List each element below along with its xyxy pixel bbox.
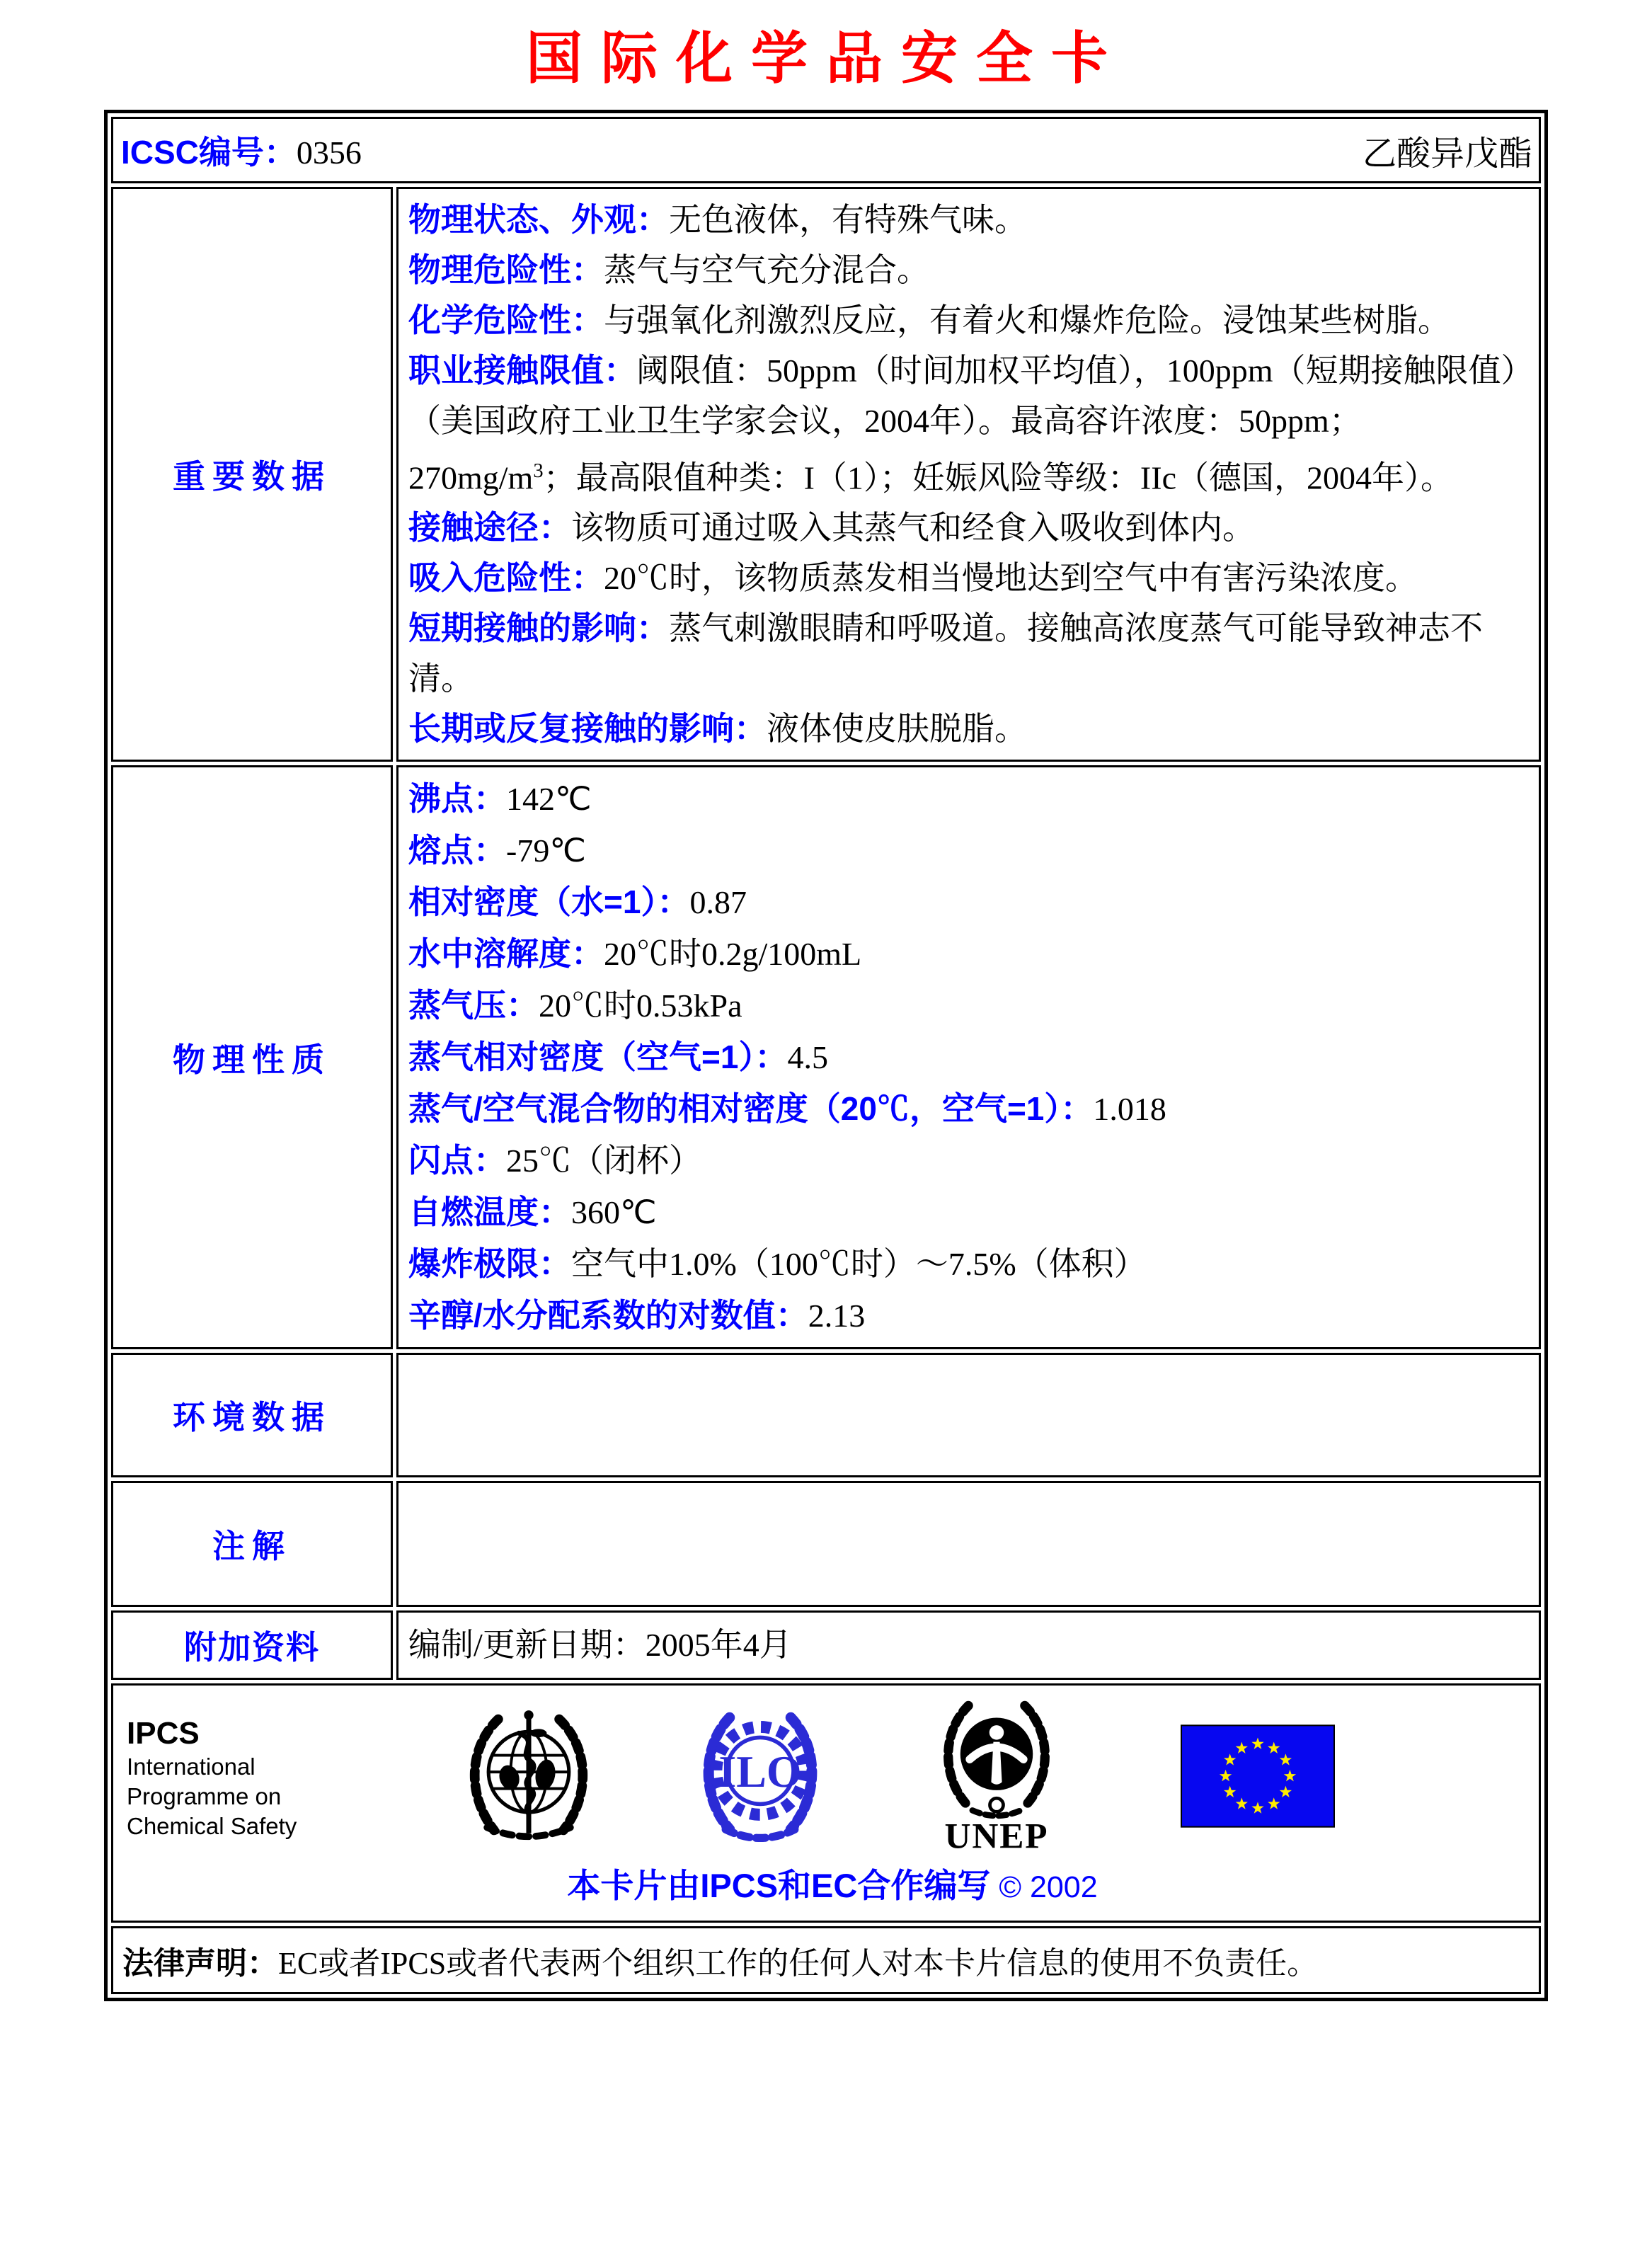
- property-line: 爆炸极限：空气中1.0%（100℃时）～7.5%（体积）: [408, 1245, 1147, 1283]
- important-data-row: [111, 187, 1541, 762]
- row-label-environmental-data: 环境数据: [111, 1353, 393, 1477]
- important-item: 短期接触的影响：蒸气刺激眼睛和呼吸道。接触高浓度蒸气可能导致神志不清。: [408, 610, 1483, 697]
- notes-content: [396, 1481, 1541, 1607]
- update-date: 编制/更新日期：2005年4月: [408, 1627, 792, 1664]
- important-item: 吸入危险性：20℃时，该物质蒸发相当慢地达到空气中有害污染浓度。: [408, 559, 1418, 597]
- svg-text:ILO: ILO: [718, 1746, 802, 1797]
- environmental-data-content: [396, 1353, 1541, 1477]
- notes-row: [111, 1481, 1541, 1607]
- property-line: 蒸气/空气混合物的相对密度（20℃，空气=1）：1.018: [408, 1090, 1166, 1128]
- ipcs-text-block: IPCS International Programme on Chemical Safety: [127, 1715, 353, 1841]
- icsc-number-label: ICSC编号：: [121, 134, 297, 171]
- header-row: [111, 117, 1541, 183]
- important-item: 物理状态、外观：无色液体，有特殊气味。: [408, 201, 1027, 238]
- unep-logo-icon: [929, 1698, 1064, 1858]
- property-line: 自燃温度：360℃: [408, 1194, 657, 1231]
- physical-properties-content: [396, 765, 1541, 1349]
- svg-text:UNEP: UNEP: [944, 1816, 1049, 1855]
- who-logo-icon: [459, 1705, 598, 1850]
- legal-row: [111, 1926, 1541, 1994]
- physical-properties-row: [111, 765, 1541, 1349]
- icsc-number-value: 0356: [296, 135, 362, 171]
- superscript-3: 3: [533, 460, 544, 482]
- eu-flag-icon: [1181, 1724, 1335, 1831]
- property-line: 辛醇/水分配系数的对数值：2.13: [408, 1297, 866, 1334]
- logos-row: [111, 1683, 1541, 1923]
- additional-info-content: [396, 1610, 1541, 1680]
- ipcs-acronym: IPCS: [127, 1715, 200, 1751]
- property-line: 沸点：142℃: [408, 780, 592, 818]
- property-line: 水中溶解度：20℃时0.2g/100mL: [408, 935, 862, 973]
- important-item: 职业接触限值：阈限值：50ppm（时间加权平均值），100ppm（短期接触限值）（美国政府工业卫生学家会议，2004年）。最高容许浓度：50ppm；$270mg/m^3$；最高限值种类：I（1）；妊娠风险等级：IIc（德国，2004年）。: [408, 352, 1518, 496]
- important-item: 物理危险性：蒸气与空气充分混合。: [408, 251, 929, 288]
- safety-card-table: [104, 110, 1548, 2001]
- row-label-additional-info: 附加资料: [111, 1610, 393, 1680]
- cooperation-caption: 本卡片由IPCS和EC合作编写 © 2002: [567, 1867, 1098, 1905]
- row-label-notes: 注解: [111, 1481, 393, 1607]
- property-line: 闪点：25℃（闭杯）: [408, 1142, 701, 1179]
- property-line: 蒸气相对密度（空气=1）：4.5: [408, 1038, 828, 1076]
- legal-statement-label: 法律声明：: [122, 1946, 278, 1981]
- row-label-physical-properties: 物理性质: [111, 765, 393, 1349]
- legal-statement: 法律声明： EC或者IPCS或者代表两个组织工作的任何人对本卡片信息的使用不负责任。: [114, 1929, 1538, 1991]
- property-line: 蒸气压：20℃时0.53kPa: [408, 987, 742, 1024]
- page-title: 国际化学品安全卡: [526, 28, 1126, 91]
- important-item: 长期或反复接触的影响：液体使皮肤脱脂。: [408, 710, 1027, 748]
- chemical-name: 乙酸异戊酯: [1362, 135, 1532, 173]
- row-label-important-data: 重要数据: [111, 187, 393, 762]
- logos-block: [114, 1686, 1538, 1920]
- property-line: 熔点：-79℃: [408, 832, 586, 869]
- important-item: 化学危险性：与强氧化剂激烈反应，有着火和爆炸危险。浸蚀某些树脂。: [408, 302, 1450, 338]
- ilo-logo-icon: [694, 1704, 827, 1852]
- icsc-number: [121, 127, 362, 173]
- environmental-data-row: [111, 1353, 1541, 1477]
- property-line: 相对密度（水=1）：0.87: [408, 883, 747, 921]
- additional-info-row: [111, 1610, 1541, 1680]
- important-data-content: [396, 187, 1541, 762]
- important-item: 接触途径：该物质可通过吸入其蒸气和经食入吸收到体内。: [408, 509, 1255, 547]
- copyright-text: © 2002: [999, 1870, 1098, 1905]
